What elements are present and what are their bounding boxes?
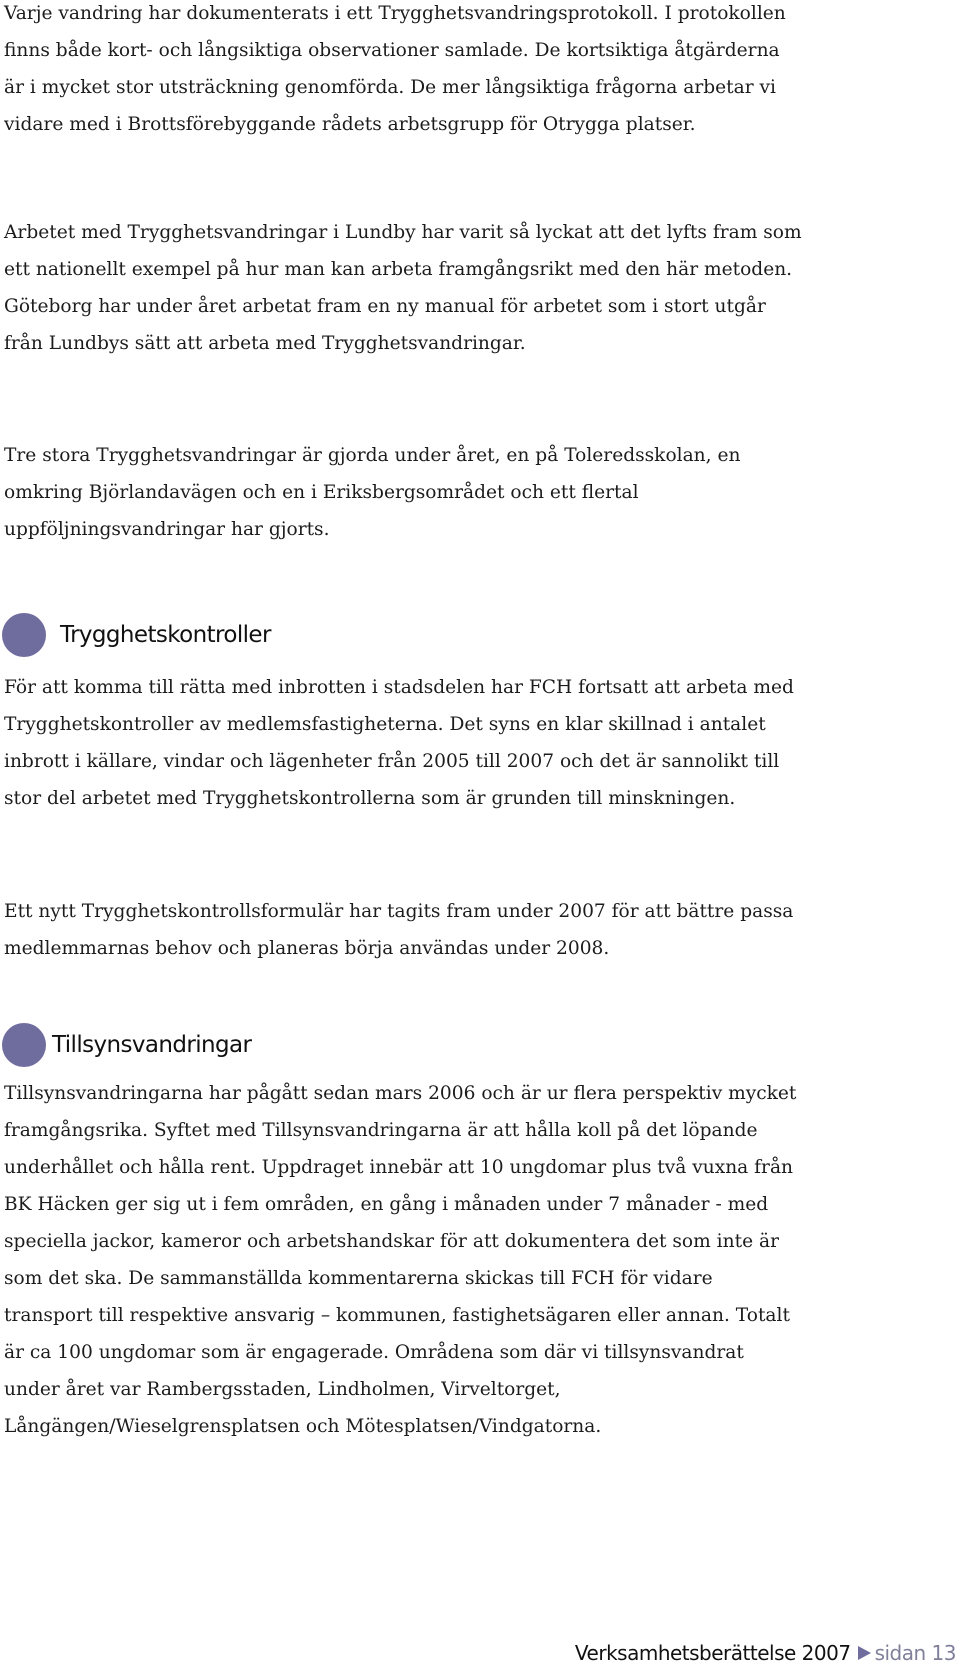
page-footer bbox=[575, 1638, 956, 1668]
heading-text: Tillsynsvandringar bbox=[52, 1032, 252, 1058]
bullet-circle-icon bbox=[2, 1023, 46, 1067]
paragraph-trygghetskontroller: För att komma till rätta med inbrotten i stadsdelen har FCH fortsatt att arbeta med Trygghetskontroller av medlemsfastigheterna. Det syns en klar skillnad i antalet inbrott i källare, vindar och lägenheter från 2005 till 2007 och det är sannolikt till stor del arbetet med Trygghetskontrollerna som är grunden till minskningen. bbox=[4, 677, 794, 809]
paragraph-lundby-national-example: Arbetet med Trygghetsvandringar i Lundby har varit så lyckat att det lyfts fram som ett nationellt exempel på hur man kan arbeta framgångsrikt med den här metoden. Göteborg har under året arbetat fram en ny manual för arbetet som i stort utgår från Lundbys sätt att arbeta med Trygghetsvandringar. bbox=[4, 222, 802, 354]
heading-text: Trygghetskontroller bbox=[60, 622, 271, 648]
paragraph-three-walks: Tre stora Trygghetsvandringar är gjorda under året, en på Toleredsskolan, en omkring Björlandavägen och en i Eriksbergsområdet och ett flertal uppföljningsvandringar har gjorts. bbox=[4, 445, 741, 540]
section-heading-trygghetskontroller bbox=[2, 612, 271, 658]
paragraph-trygghetsvandringsprotokoll: Varje vandring har dokumenterats i ett Trygghetsvandringsprotokoll. I protokollen finns både kort- och långsiktiga observationer samlade. De kortsiktiga åtgärderna är i mycket stor utsträckning genomförda. De mer långsiktiga frågorna arbetar vi vidare med i Brottsförebyggande rådets arbetsgrupp för Otrygga platser. bbox=[4, 3, 786, 135]
paragraph-new-form: Ett nytt Trygghetskontrollsformulär har tagits fram under 2007 för att bättre passa medlemmarnas behov och planeras börja användas under 2008. bbox=[4, 901, 794, 959]
bullet-circle-icon bbox=[2, 613, 46, 657]
page-number: sidan 13 bbox=[874, 1641, 956, 1665]
footer-title: Verksamhetsberättelse 2007 bbox=[574, 1641, 851, 1665]
section-heading-tillsynsvandringar bbox=[2, 1022, 251, 1068]
triangle-arrow-icon bbox=[858, 1646, 871, 1660]
paragraph-tillsynsvandringar: Tillsynsvandringarna har pågått sedan mars 2006 och är ur flera perspektiv mycket framgångsrika. Syftet med Tillsynsvandringarna är att hålla koll på det löpande underhållet och hålla rent. Uppdraget innebär att 10 ungdomar plus två vuxna från BK Häcken ger sig ut i fem områden, en gång i månaden under 7 månader - med speciella jackor, kameror och arbetshandskar för att dokumentera det som inte är som det ska. De sammanställda kommentarerna skickas till FCH för vidare transport till respektive ansvarig – kommunen, fastighetsägaren eller annan. Totalt är ca 100 ungdomar som är engagerade. Områdena som där vi tillsynsvandrat under året var Rambergsstaden, Lindholmen, Virveltorget, Långängen/Wieselgrensplatsen och Mötesplatsen/Vindgatorna. bbox=[4, 1083, 797, 1437]
